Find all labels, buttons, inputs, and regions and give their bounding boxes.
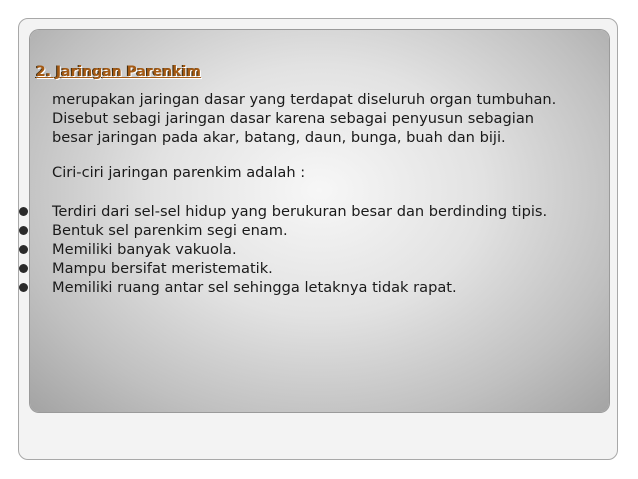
paragraph-line: merupakan jaringan dasar yang terdapat diseluruh organ tumbuhan. bbox=[52, 91, 557, 108]
paragraph-line: besar jaringan pada akar, batang, daun, bunga, buah dan biji. bbox=[52, 129, 506, 146]
slide-heading: 2. Jaringan Parenkim bbox=[36, 64, 201, 80]
description-paragraph bbox=[52, 90, 556, 147]
bullet-icon bbox=[19, 264, 28, 273]
paragraph-line: Disebut sebagi jaringan dasar karena sebagai penyusun sebagian bbox=[52, 110, 535, 127]
bullet-icon bbox=[19, 245, 28, 254]
bullet-icon bbox=[19, 226, 28, 235]
bullet-icon bbox=[19, 207, 28, 216]
characteristics-intro: Ciri-ciri jaringan parenkim adalah : bbox=[52, 164, 306, 181]
list-item-text: Memiliki banyak vakuola. bbox=[52, 241, 237, 258]
list-item-text: Mampu bersifat meristematik. bbox=[52, 260, 273, 277]
bullet-icon bbox=[19, 283, 28, 292]
list-item-text: Bentuk sel parenkim segi enam. bbox=[52, 222, 288, 239]
list-item-text: Memiliki ruang antar sel sehingga letaknya tidak rapat. bbox=[52, 279, 457, 296]
list-item-text: Terdiri dari sel-sel hidup yang berukuran besar dan berdinding tipis. bbox=[52, 203, 548, 220]
